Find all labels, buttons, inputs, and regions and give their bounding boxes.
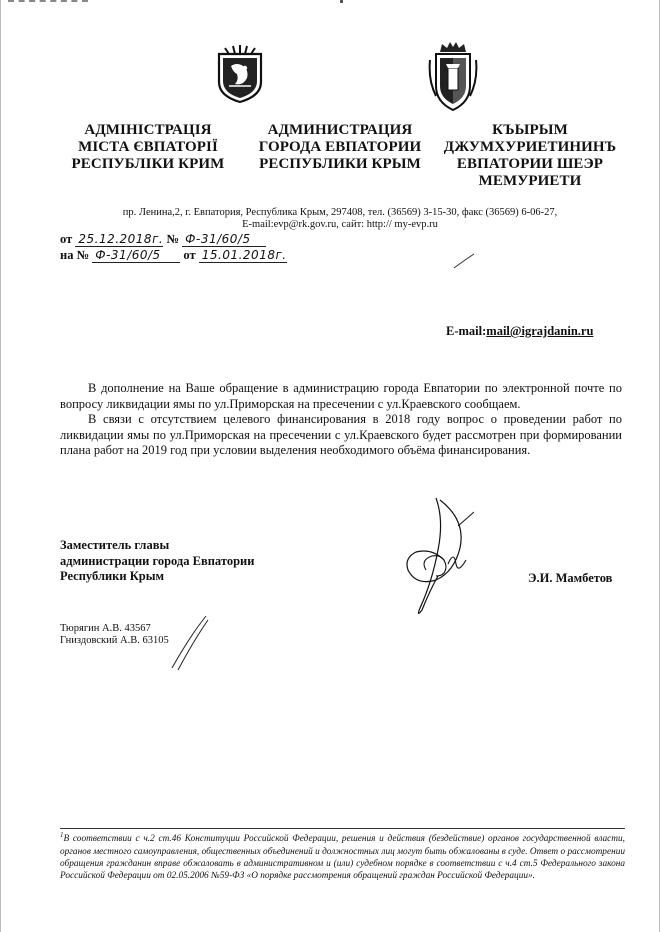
incoming-date: 15.01.2018г. bbox=[199, 249, 287, 263]
evpatoria-coat-of-arms-icon bbox=[428, 40, 478, 112]
handwritten-signature bbox=[396, 490, 486, 630]
recipient-email bbox=[446, 324, 593, 339]
signatory-title-line: Заместитель главы bbox=[60, 538, 170, 552]
incoming-number: Ф-31/60/5 bbox=[92, 249, 180, 263]
pen-mark bbox=[450, 252, 480, 272]
signatory-name: Э.И. Мамбетов bbox=[528, 571, 613, 585]
header-ukr-line: РЕСПУБЛІКИ КРИМ bbox=[71, 156, 225, 172]
header-crh-line: ДЖУМХУРИЕТИНИНЪ bbox=[443, 139, 617, 155]
executors-block bbox=[60, 623, 169, 647]
header-ukr-line: АДМІНІСТРАЦІЯ bbox=[84, 122, 212, 138]
crimea-coat-of-arms-icon bbox=[215, 44, 265, 104]
header-rus-line: РЕСПУБЛИКИ КРЫМ bbox=[259, 156, 421, 172]
header-russian bbox=[250, 122, 430, 173]
scan-artifact-dot bbox=[340, 0, 343, 3]
footnote bbox=[60, 829, 625, 883]
header-rus-line: АДМИНИСТРАЦИЯ bbox=[267, 122, 413, 138]
incoming-registration bbox=[60, 248, 287, 263]
scan-artifact bbox=[8, 0, 88, 4]
body-paragraph: В связи с отсутствием целевого финансирования в 2018 году вопрос о проведении работ по ликвидации ямы по ул.Приморская на пресечении с ул.Краевского будет рассмотрен при формировании плана работ на 2019 год при условии выделения необходимого объёма финансирования. bbox=[60, 412, 622, 457]
header-crh-line: КЪЫРЫМ bbox=[492, 122, 568, 138]
header-ukr-line: МІСТА ЄВПАТОРІЇ bbox=[78, 139, 218, 155]
number-label: № bbox=[166, 232, 180, 246]
address-line: пр. Ленина,2, г. Евпатория, Республика Крым, 297408, тел. (36569) 3-15-30, факс (36569) 6-06-27, bbox=[122, 207, 558, 218]
outgoing-number: Ф-31/60/5 bbox=[182, 233, 266, 247]
from-label: от bbox=[60, 232, 73, 246]
footnote-text: В соответствии с ч.2 ст.46 Конституции Российской Федерации, решения и действия (бездействие) органов государственной власти, органов местного самоуправления, общественных объединений и должностных лиц могут быть обжалованы в суде. Ответ о рассмотрении обращения гражданин вправе обжаловать в административном и (или) судебном порядке в соответствии с ч.4 ст.5 Федерального закона Российской Федерации от 02.05.2006 №59-ФЗ «О порядке рассмотрения обращений граждан Российской Федерации». bbox=[60, 834, 625, 882]
outgoing-date: 25.12.2018г. bbox=[75, 233, 163, 247]
outgoing-registration bbox=[60, 232, 266, 247]
email-label: E-mail: bbox=[446, 324, 487, 338]
email-link[interactable]: mail@igrajdanin.ru bbox=[486, 324, 594, 338]
header-crh-line: ЕВПАТОРИИ ШЕЭР bbox=[456, 156, 604, 172]
page-border-left bbox=[0, 0, 1, 932]
header-ukrainian bbox=[58, 122, 238, 173]
footnote-mark: 1 bbox=[60, 831, 64, 839]
header-rus-line: ГОРОДА ЕВПАТОРИИ bbox=[258, 139, 422, 155]
executor-line: Гниздовский А.В. 63105 bbox=[60, 635, 169, 646]
to-from-label: от bbox=[183, 248, 196, 262]
body-paragraph: В дополнение на Ваше обращение в администрацию города Евпатории по электронной почте по вопросу ликвидации ямы по ул.Приморская на пресечении с ул.Краевского сообщаем. bbox=[60, 381, 622, 411]
signatory-title bbox=[60, 538, 254, 585]
header-crimean-tatar bbox=[440, 122, 620, 190]
header-crh-line: МЕМУРИЕТИ bbox=[478, 173, 582, 189]
signatory-title-line: администрации города Евпатории bbox=[60, 553, 255, 568]
address-contacts: E-mail:evp@rk.gov.ru, сайт: http:// my-evp.ru bbox=[242, 219, 438, 230]
signatory-title-line: Республики Крым bbox=[60, 569, 164, 583]
executor-initial-mark bbox=[160, 612, 216, 674]
letter-body bbox=[60, 381, 622, 459]
to-number-label: на № bbox=[60, 248, 90, 262]
organization-address bbox=[95, 207, 585, 231]
executor-line: Тюрягин А.В. 43567 bbox=[60, 623, 151, 634]
